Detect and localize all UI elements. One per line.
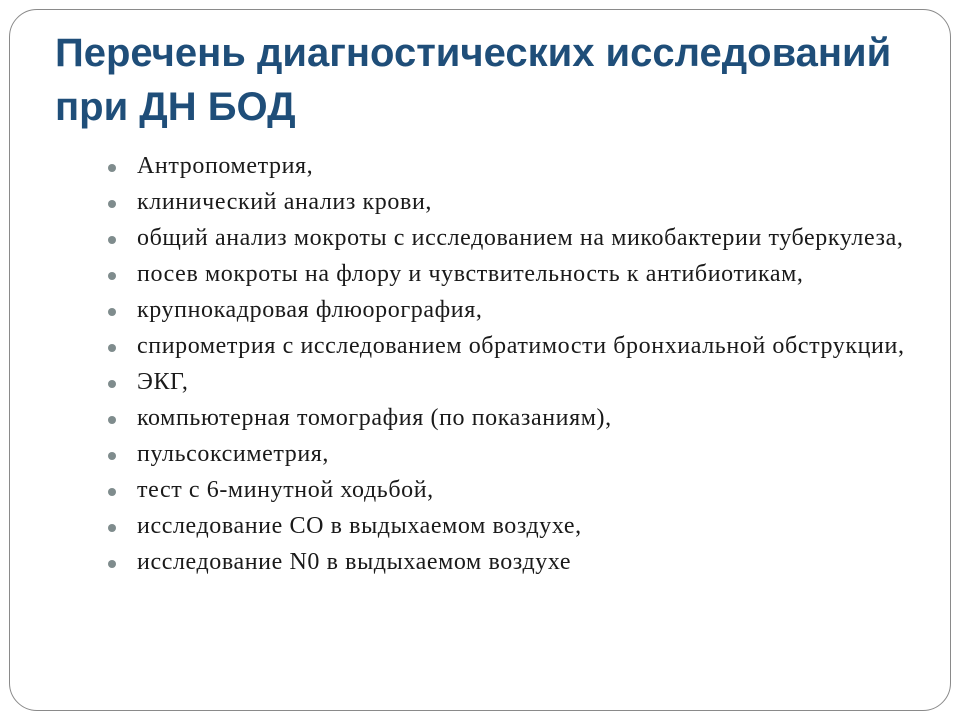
list-item-text: ЭКГ, (137, 369, 189, 395)
list-item-text: спирометрия с исследованием обратимости бронхиальной обструкции, (137, 333, 905, 359)
bullet-dot-icon (108, 200, 116, 208)
bullet-dot-icon (108, 272, 116, 280)
list-item (107, 225, 907, 252)
bullet-dot-icon (108, 416, 116, 424)
bullet-dot-icon (108, 236, 116, 244)
slide-title: Перечень диагностических исследований при ДН БОД (55, 31, 892, 129)
bullet-dot-icon (108, 488, 116, 496)
list-item (107, 297, 907, 324)
list-item-text: крупнокадровая флюорография, (137, 297, 483, 323)
bullet-dot-icon (108, 560, 116, 568)
bullet-list (107, 153, 907, 585)
list-item-text: тест с 6-минутной ходьбой, (137, 477, 434, 503)
list-item-text: исследование N0 в выдыхаемом воздухе (137, 549, 572, 575)
list-item-text: компьютерная томография (по показаниям), (137, 405, 612, 431)
list-item (107, 441, 907, 468)
list-item (107, 333, 907, 360)
list-item-text: пульсоксиметрия, (137, 441, 330, 467)
list-item (107, 261, 907, 288)
bullet-dot-icon (108, 344, 116, 352)
bullet-dot-icon (108, 524, 116, 532)
list-item (107, 405, 907, 432)
list-item (107, 189, 907, 216)
list-item (107, 549, 907, 576)
list-item (107, 153, 907, 180)
list-item (107, 369, 907, 396)
list-item-text: исследование CO в выдыхаемом воздухе, (137, 513, 582, 539)
bullet-dot-icon (108, 164, 116, 172)
list-item (107, 513, 907, 540)
list-item-text: клинический анализ крови, (137, 189, 432, 215)
bullet-dot-icon (108, 452, 116, 460)
bullet-dot-icon (108, 308, 116, 316)
list-item-text: Антропометрия, (137, 153, 314, 179)
bullet-dot-icon (108, 380, 116, 388)
list-item-text: посев мокроты на флору и чувствительность к антибиотикам, (137, 261, 804, 287)
list-item (107, 477, 907, 504)
list-item-text: общий анализ мокроты с исследованием на микобактерии туберкулеза, (137, 225, 904, 251)
